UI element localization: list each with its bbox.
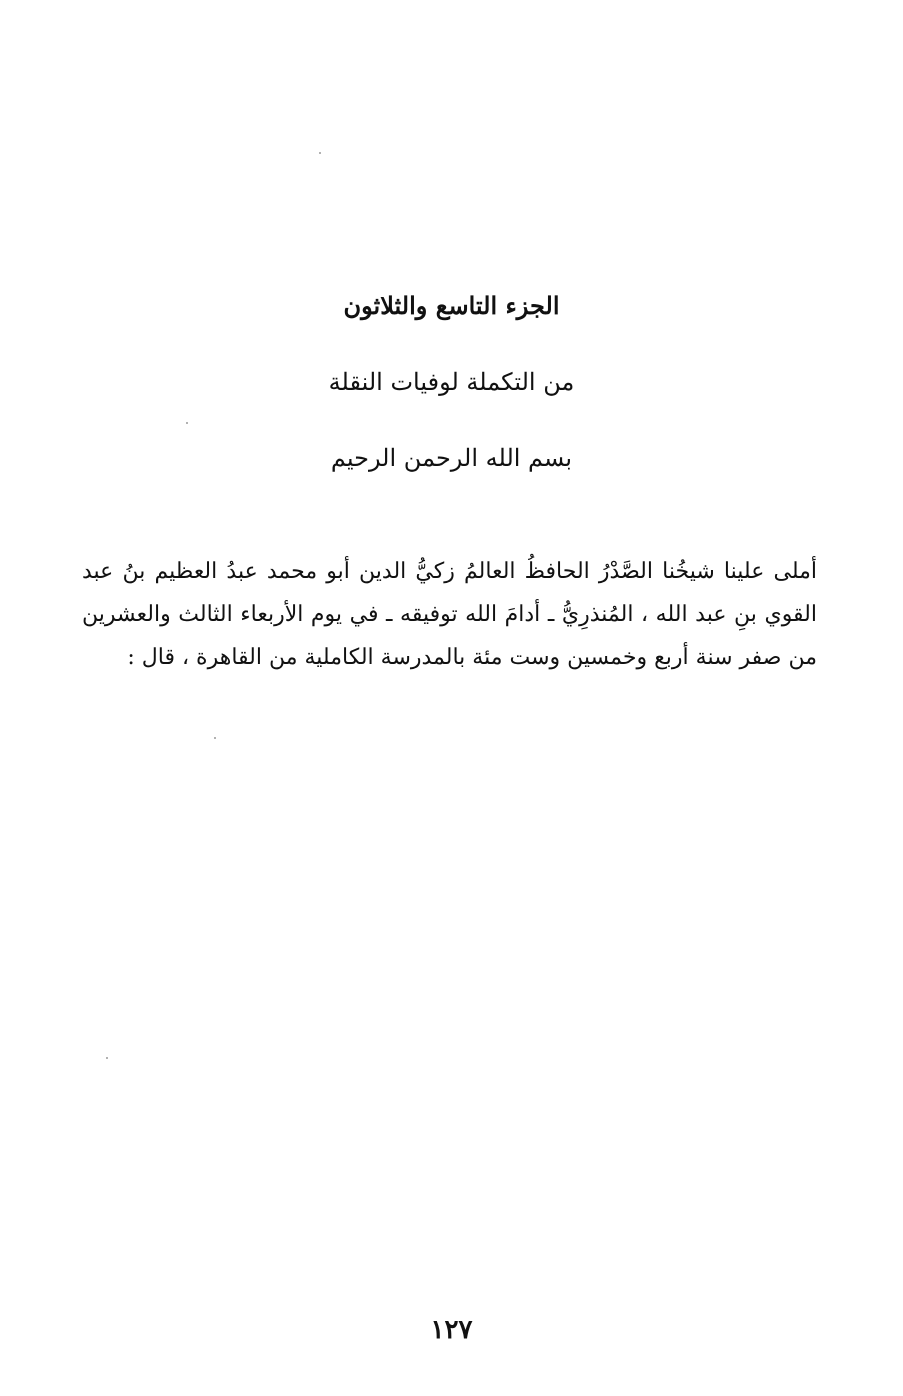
page-number: ١٢٧ <box>430 1315 473 1345</box>
part-title: الجزء التاسع والثلاثون <box>343 291 560 320</box>
body-line: القوي بنِ عبد الله ، المُنذرِيُّ ـ أدامَ الله توفيقه ـ في يوم الأربعاء الثالث والعشرين <box>82 602 817 627</box>
book-title: من التكملة لوفيات النقلة <box>328 368 575 396</box>
scan-speck <box>319 152 321 154</box>
body-line: من صفر سنة أربع وخمسين وست مئة بالمدرسة الكاملية من القاهرة ، قال : <box>127 645 817 670</box>
scan-speck <box>214 737 216 739</box>
body-paragraph <box>82 550 817 679</box>
scan-speck <box>106 1057 108 1059</box>
body-line: أملى علينا شيخُنا الصَّدْرُ الحافظُ العالمُ زكيُّ الدين أبو محمد عبدُ العظيم بنُ عبد <box>82 559 817 584</box>
scan-speck <box>186 422 188 424</box>
basmala: بسم الله الرحمن الرحيم <box>330 444 573 472</box>
